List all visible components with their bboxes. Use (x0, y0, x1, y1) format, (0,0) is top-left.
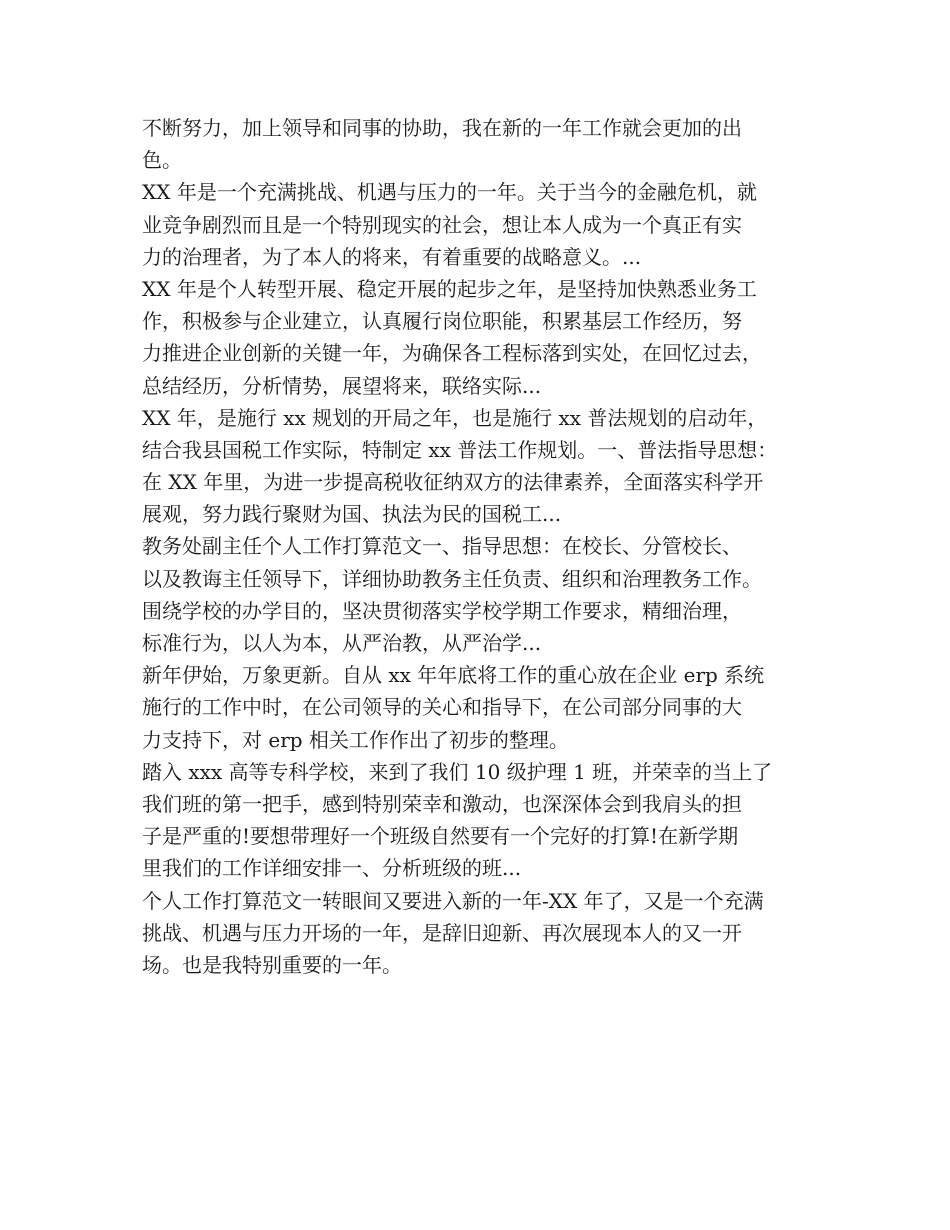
text-line: 场。也是我特别重要的一年。 (142, 952, 402, 977)
text-line: 我们班的第一把手，感到特别荣幸和激动，也深深体会到我肩头的担 (142, 791, 742, 816)
text-line: 作，积极参与企业建立，认真履行岗位职能，积累基层工作经历，努 (142, 309, 742, 334)
text-line: XX 年是一个充满挑战、机遇与压力的一年。关于当今的金融危机，就 (142, 180, 757, 205)
text-line: 在 XX 年里，为进一步提高税收征纳双方的法律素养，全面落实科学开 (142, 470, 764, 495)
text-line: 色。 (142, 148, 182, 173)
text-line: 子是严重的!要想带理好一个班级自然要有一个完好的打算!在新学期 (142, 824, 739, 849)
text-line: 展观，努力践行聚财为国、执法为民的国税工... (142, 502, 562, 527)
text-line: 新年伊始，万象更新。自从 xx 年年底将工作的重心放在企业 erp 系统 (142, 663, 765, 688)
text-line: 教务处副主任个人工作打算范文一、指导思想：在校长、分管校长、 (142, 534, 742, 559)
text-line: XX 年，是施行 xx 规划的开局之年，也是施行 xx 普法规划的启动年， (142, 405, 768, 430)
text-line: 总结经历，分析情势，展望将来，联络实际... (142, 373, 542, 398)
text-line: 业竞争剧烈而且是一个特别现实的社会，想让本人成为一个真正有实 (142, 212, 742, 237)
document-body (142, 112, 832, 981)
text-line: XX 年是个人转型开展、稳定开展的起步之年，是坚持加快熟悉业务工 (142, 276, 757, 301)
text-line: 力支持下，对 erp 相关工作作出了初步的整理。 (142, 727, 569, 752)
text-line: 围绕学校的办学目的，坚决贯彻落实学校学期工作要求，精细治理， (142, 598, 742, 623)
text-line: 力的治理者，为了本人的将来，有着重要的战略意义。... (142, 244, 642, 269)
text-line: 力推进企业创新的关键一年，为确保各工程标落到实处，在回忆过去， (142, 341, 762, 366)
text-line: 挑战、机遇与压力开场的一年，是辞旧迎新、再次展现本人的又一开 (142, 920, 742, 945)
text-line: 结合我县国税工作实际，特制定 xx 普法工作规划。一、普法指导思想： (142, 437, 778, 462)
text-line: 里我们的工作详细安排一、分析班级的班... (142, 856, 522, 881)
text-line: 以及教诲主任领导下，详细协助教务主任负责、组织和治理教务工作。 (142, 566, 762, 591)
text-line: 施行的工作中时，在公司领导的关心和指导下，在公司部分同事的大 (142, 695, 742, 720)
text-line: 标准行为，以人为本，从严治教，从严治学... (142, 631, 542, 655)
text-line: 不断努力，加上领导和同事的协助，我在新的一年工作就会更加的出 (142, 116, 742, 140)
text-line: 踏入 xxx 高等专科学校，来到了我们 10 级护理 1 班，并荣幸的当上了 (142, 759, 773, 784)
text-line: 个人工作打算范文一转眼间又要进入新的一年-XX 年了，又是一个充满 (142, 888, 764, 913)
